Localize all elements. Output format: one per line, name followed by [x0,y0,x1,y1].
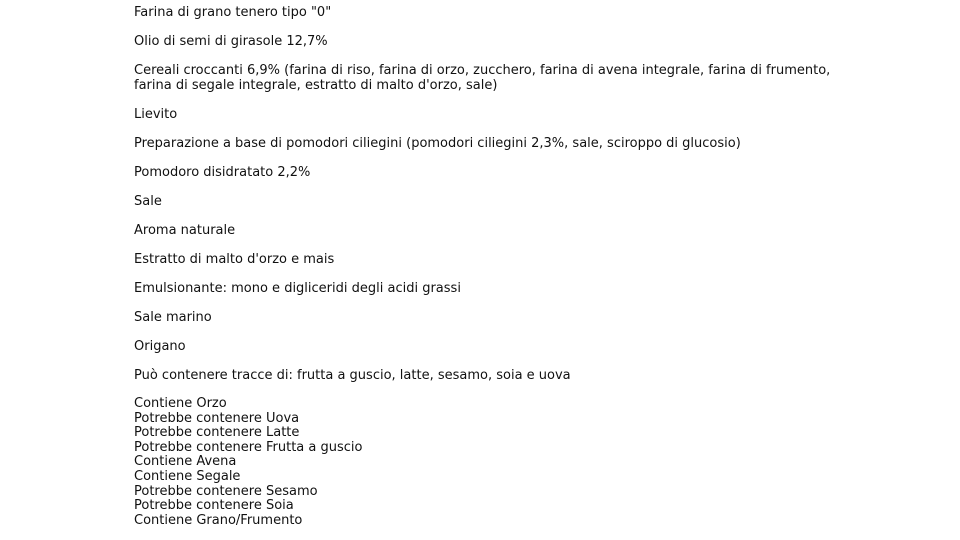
ingredient-list [134,5,834,383]
allergen-item: Potrebbe contenere Frutta a guscio [134,439,363,455]
allergen-item: Contiene Grano/Frumento [134,512,303,528]
may-contain-traces: Può contenere tracce di: frutta a guscio, latte, sesamo, soia e uova [134,368,571,383]
ingredient-item: Sale marino [134,310,212,325]
ingredients-document [134,5,834,528]
allergen-item: Potrebbe contenere Uova [134,410,300,426]
ingredient-item: Estratto di malto d'orzo e mais [134,252,335,267]
allergen-item: Potrebbe contenere Soia [134,498,294,514]
ingredient-item: Lievito [134,107,178,122]
allergen-item: Contiene Avena [134,454,237,470]
ingredient-item: Pomodoro disidratato 2,2% [134,165,311,180]
allergen-item: Contiene Segale [134,468,241,484]
ingredient-item: Cereali croccanti 6,9% (farina di riso, farina di orzo, zucchero, farina di avena integrale, farina di frumento, farina di segale integrale, estratto di malto d'orzo, sale) [134,63,831,93]
ingredient-item: Aroma naturale [134,223,236,238]
allergen-list [134,397,834,528]
allergen-item: Potrebbe contenere Latte [134,425,300,441]
ingredient-item: Olio di semi di girasole 12,7% [134,34,328,49]
allergen-item: Contiene Orzo [134,396,227,411]
ingredient-item: Origano [134,339,186,354]
ingredient-item: Preparazione a base di pomodori ciliegini (pomodori ciliegini 2,3%, sale, sciroppo di glucosio) [134,136,741,151]
ingredient-item: Emulsionante: mono e digliceridi degli acidi grassi [134,281,461,296]
allergen-item: Potrebbe contenere Sesamo [134,483,318,499]
ingredient-item: Sale [134,194,162,209]
ingredient-item: Farina di grano tenero tipo "0" [134,5,332,20]
